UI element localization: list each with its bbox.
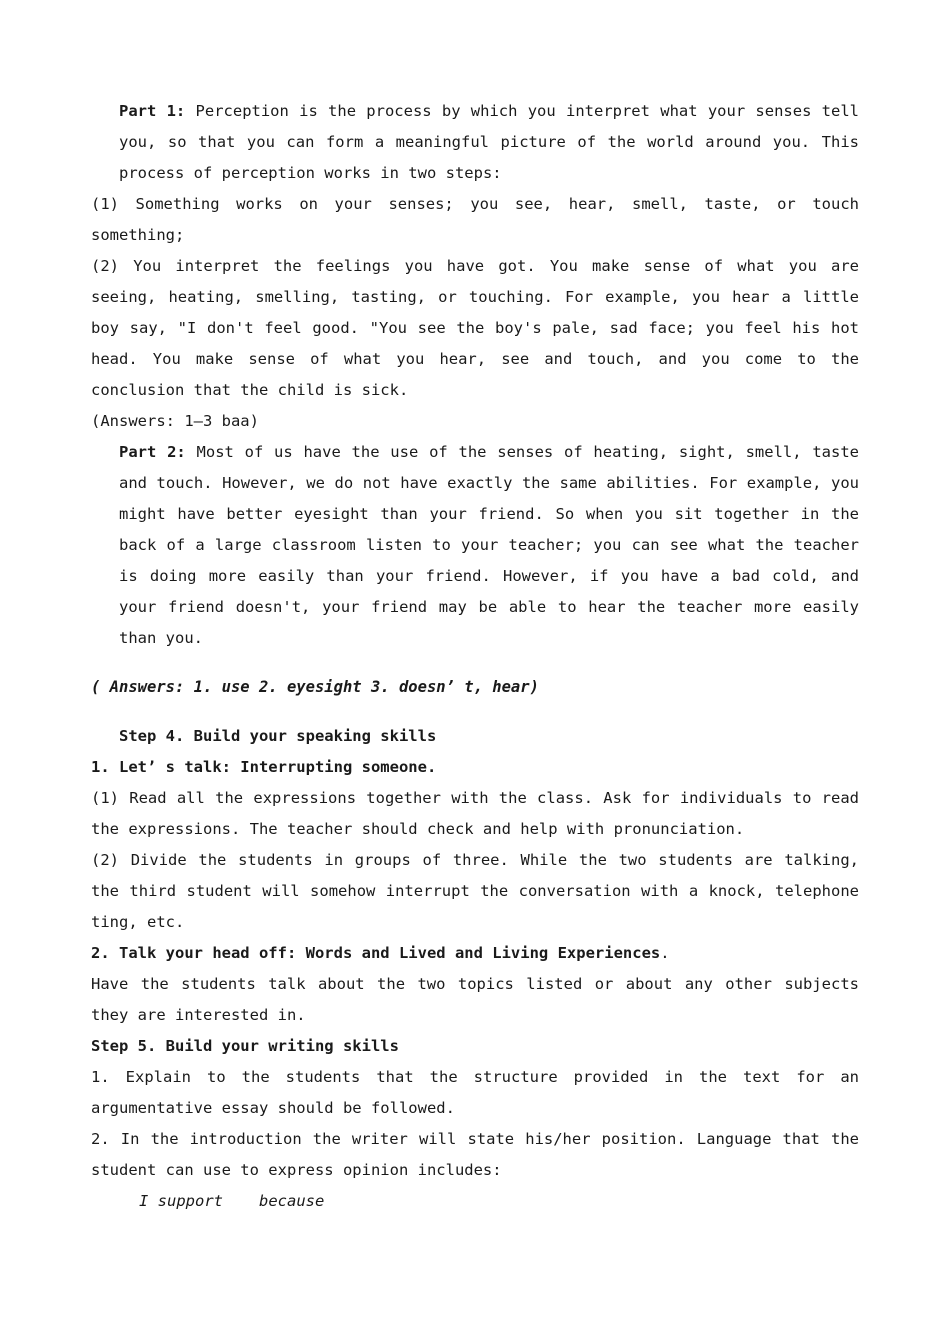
part1-paragraph xyxy=(119,96,859,189)
step4-item2-heading: 2. Talk your head off: Words and Lived and Living Experiences xyxy=(91,944,661,962)
part2-text: Most of us have the use of the senses of heating, sight, smell, taste and touch. However, we do not have exactly the same abilities. For example, you might have better eyesight than your friend. So when you sit together in the back of a large classroom listen to your teacher; you can see what the teacher is doing more easily than your friend. However, if you have a bad cold, and your friend doesn't, your friend may be able to hear the teacher more easily than you. xyxy=(119,443,859,647)
step4-item2-heading-end: . xyxy=(660,944,670,962)
step4-item1-a: (1) Read all the expressions together with the class. Ask for individuals to read the expressions. The teacher should check and help with pronunciation. xyxy=(91,789,859,838)
step5-example-a: I support xyxy=(139,1192,223,1210)
step4-item2-heading-line xyxy=(91,938,859,969)
part2-block xyxy=(91,437,859,654)
part1-step1: (1) Something works on your senses; you see, hear, smell, taste, or touch something; xyxy=(91,195,859,244)
part2-answers: ( Answers: 1. use 2. eyesight 3. doesn’ t, hear) xyxy=(91,678,539,696)
step4-item1-b: (2) Divide the students in groups of three. While the two students are talking, the third student will somehow interrupt the conversation with a knock, telephone ting, etc. xyxy=(91,851,859,931)
document-page xyxy=(91,96,859,1217)
step4-item1-heading: 1. Let’ s talk: Interrupting someone. xyxy=(91,758,437,776)
part1-label: Part 1: xyxy=(119,102,186,120)
step4-item2-text: Have the students talk about the two topics listed or about any other subjects they are interested in. xyxy=(91,975,859,1024)
step5-example-b: because xyxy=(259,1192,325,1210)
part2-paragraph xyxy=(119,437,859,654)
step5-item1: 1. Explain to the students that the structure provided in the text for an argumentative essay should be followed. xyxy=(91,1068,859,1117)
part1-text: Perception is the process by which you interpret what your senses tell you, so that you can form a meaningful picture of the world around you. This process of perception works in two steps: xyxy=(119,102,860,182)
step5-heading: Step 5. Build your writing skills xyxy=(91,1037,399,1055)
part1-answers: (Answers: 1—3 baa) xyxy=(91,412,259,430)
step5-item2: 2. In the introduction the writer will state his/her position. Language that the student can use to express opinion includes: xyxy=(91,1130,859,1179)
part2-label: Part 2: xyxy=(119,443,186,461)
part1-step2: (2) You interpret the feelings you have got. You make sense of what you are seeing, heating, smelling, tasting, or touching. For example, you hear a little boy say, "I don't feel good. "You see the boy's pale, sad face; you feel his hot head. You make sense of what you hear, see and touch, and you come to the conclusion that the child is sick. xyxy=(91,257,859,399)
step5-example-line xyxy=(91,1186,859,1217)
step4-heading: Step 4. Build your speaking skills xyxy=(119,727,437,745)
part1-block xyxy=(91,96,859,189)
